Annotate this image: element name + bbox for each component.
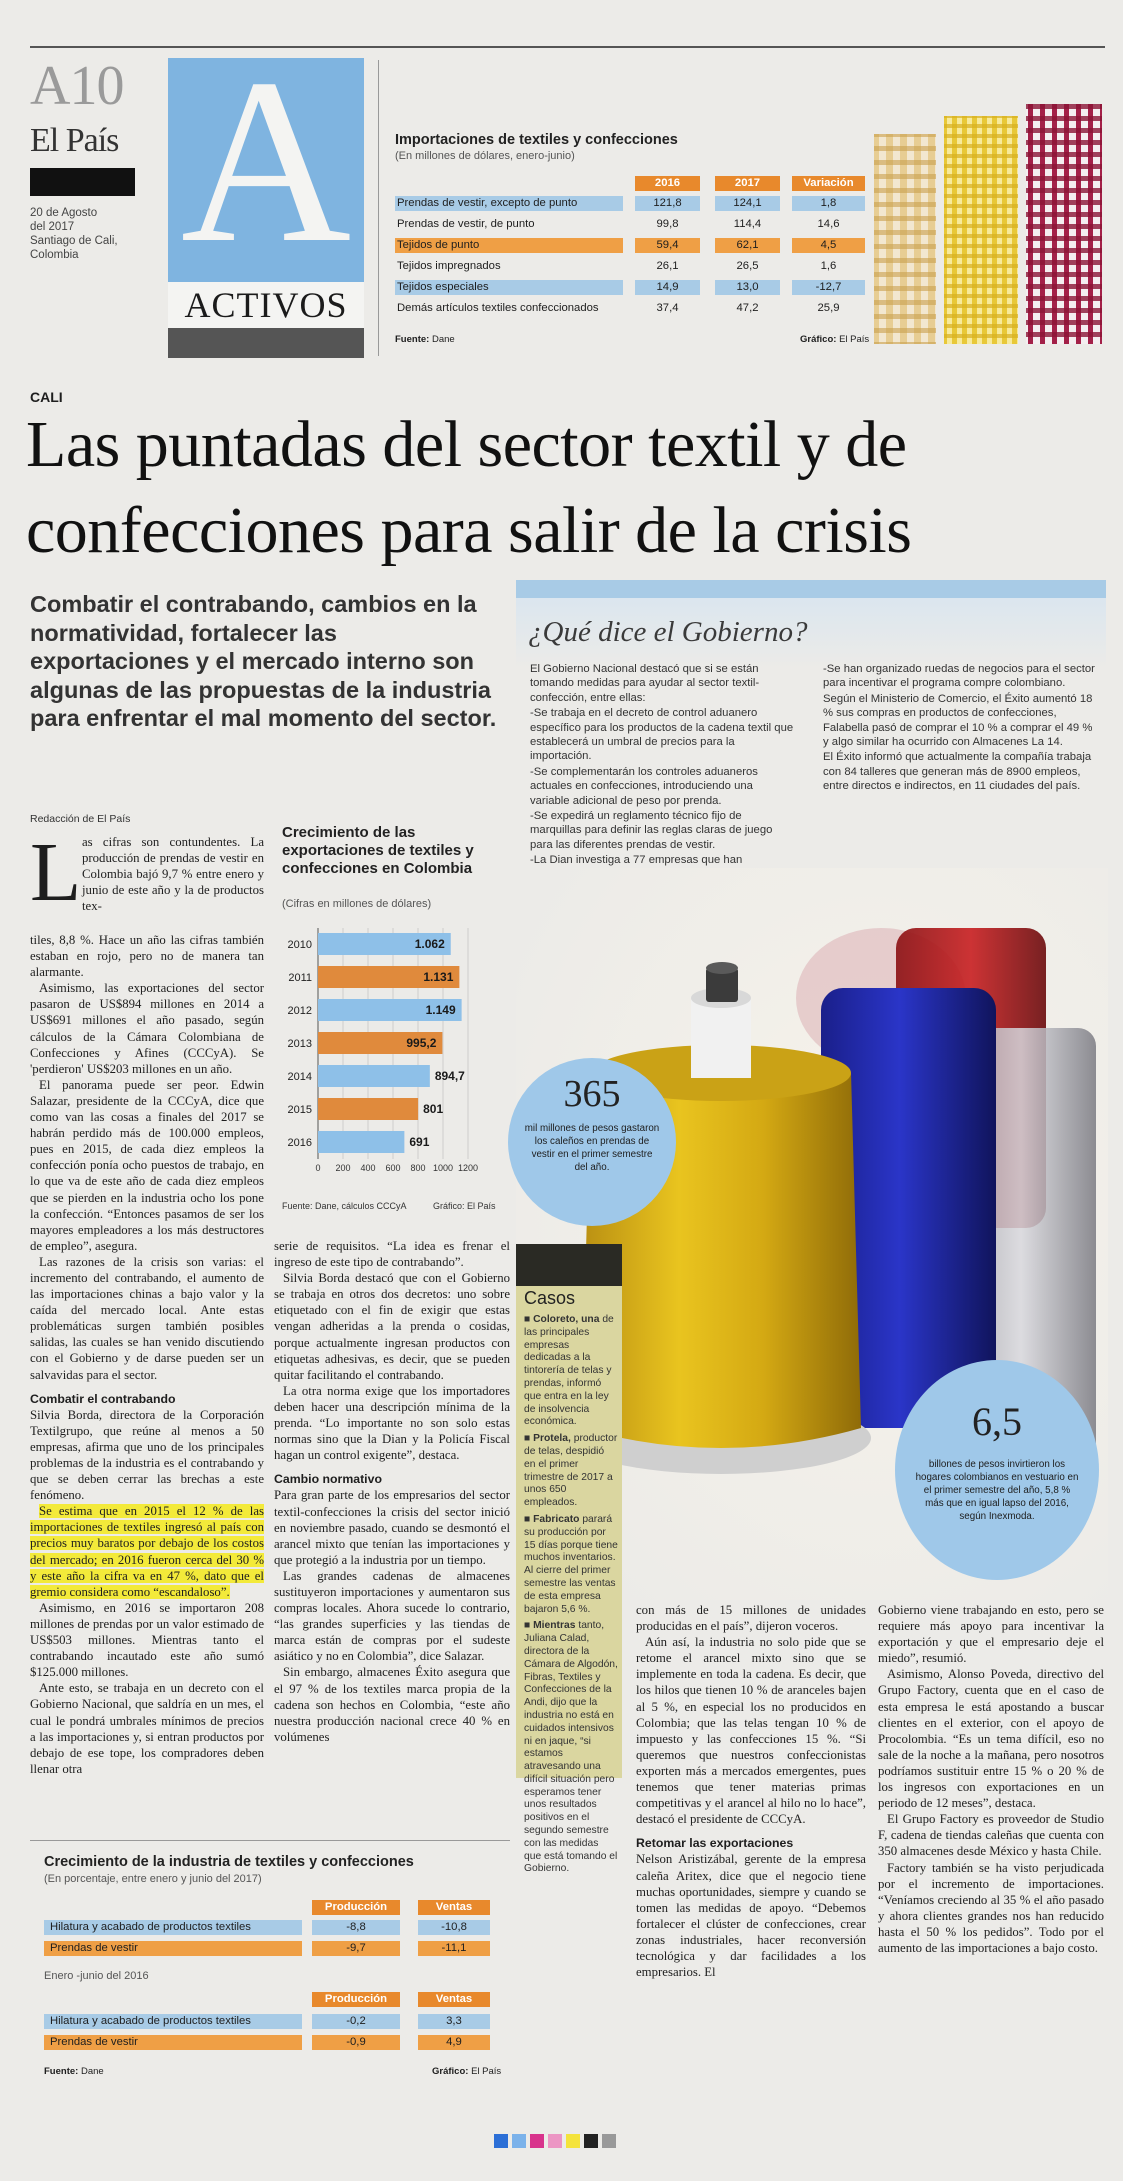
y-category-label: 2016: [287, 1137, 312, 1149]
article-column-1: [30, 826, 264, 1840]
x-tick-label: 0: [315, 1163, 321, 1173]
imports-cell: 4,5: [792, 238, 865, 253]
stat-text: mil millones de pesos gastaron los caleños en prendas de vestir en el primer semestre del año.: [524, 1123, 660, 1173]
industry-graphic-credit: [432, 2066, 501, 2077]
casos-item-name: ■ Protela,: [524, 1433, 571, 1445]
imports-header-2016: 2016: [635, 176, 700, 191]
imports-header-variacion: Variación: [792, 176, 865, 191]
date-line: del 2017: [30, 221, 75, 233]
industry-source: [44, 2066, 104, 2077]
source-label: Fuente:: [44, 2066, 79, 2077]
imports-cell: 37,4: [656, 302, 679, 314]
graphic-label: Gráfico:: [800, 334, 837, 345]
spool-core: [691, 998, 751, 1078]
industry-cell: -0,2: [312, 2014, 400, 2029]
industry-cell: -0,9: [312, 2035, 400, 2050]
registration-swatch: [512, 2134, 526, 2148]
casos-item-name: ■ Fabricato: [524, 1513, 580, 1525]
imports-row-label: Tejidos de punto: [397, 239, 480, 251]
article-paragraph: Aún así, la industria no solo pide que se retome el arancel mixto sino que se implemente en toda la cadena. Es decir, que los hilos que tienen 10 % de aranceles bajen al 5 %, en especial los no producidos en Colombia; que las telas tengan 10 % de impuesto y las confecciones 15 %. “Si queremos que nuestros confeccionistas exporten más a mercados emergentes, pues tenemos que tener materias primas competitivas y el arancel al hilo no lo hace”, destacó el presidente de CCCyA.: [636, 1635, 866, 1827]
industry-row-label: Prendas de vestir: [50, 1942, 138, 1954]
industry-header-ventas: Ventas: [418, 1900, 490, 1915]
bar: [318, 1065, 430, 1087]
article-lead: as cifras son contundentes. La producción de prendas de vestir en Colombia bajó 9,7 % entre enero y junio de este año y la de productos tex-: [82, 835, 264, 914]
article-paragraph: Nelson Aristizábal, gerente de la empresa caleña Aritex, dice que el negocio tiene muchas oportunidades, siempre y cuando se tomen las medidas de apoyo. “Debemos fortalecer el clúster de confecciones, crear zonas industriales, hacer reconversión tecnológica y dar facilidades a los empresarios. El: [636, 1852, 866, 1980]
article-paragraph: Asimismo, Alonso Poveda, directivo del Grupo Factory, cuenta que en el caso de esta empresa le está apostando a buscar clientes en el exterior, con el apoyo de Procolombia. “Es un tema difícil, eso no sale de la noche a la mañana, pero nosotros podríamos sustituir entre 15 % o 20 % de los ingresos con exportaciones en un periodo de 12 meses”, destaca.: [878, 1667, 1104, 1811]
section-name: ACTIVOS: [184, 285, 348, 325]
bar-value-label: 1.131: [423, 970, 454, 984]
industry-cell: 3,3: [418, 2014, 490, 2029]
casos-item-name: ■ Coloreto, una: [524, 1314, 600, 1325]
imports-cell: 14,6: [817, 218, 840, 230]
imports-row-label: Tejidos especiales: [397, 281, 489, 293]
bar: [318, 1131, 404, 1153]
subheading: Cambio normativo: [274, 1472, 382, 1487]
industry-cell: -10,8: [418, 1920, 490, 1935]
casos-item: [524, 1620, 618, 1876]
byline: Redacción de El País: [30, 813, 131, 825]
imports-graphic-credit: [800, 334, 869, 345]
article-paragraph: El Grupo Factory es proveedor de Studio F, cadena de tiendas caleñas que cuenta con 350 almacenes desde México y hasta Chile.: [878, 1812, 1104, 1859]
government-paragraph: El Gobierno Nacional destacó que si se están tomando medidas para ayudar al sector textil-confección, entre ellas:: [530, 663, 760, 704]
imports-cell: 25,9: [817, 302, 840, 314]
imports-cell: 14,9: [635, 280, 700, 295]
industry-header-produccion: Producción: [312, 1900, 400, 1915]
fabric-roll: [944, 116, 1018, 344]
article-paragraph: El panorama puede ser peor. Edwin Salazar, presidente de la CCCyA, dice que como van las cosas a finales del 2017 se habrán perdido más de 100.000 empleos, pues en 2015, de cada diez empleos la confección ponía ocho puestos de trabajo, en lo que va de este año de cada diez empleos que se pierden en la industria ocho los pone la confección. “Entonces pasamos de ser los mayores empleadores a los más destructores de empleo”, asegura.: [30, 1077, 264, 1253]
article-paragraph: Sin embargo, almacenes Éxito asegura que el 97 % de los textiles marca propia de la cadena son hechos en Colombia, “este año nuestra producción nacional crece 40 % en volúmenes: [274, 1665, 510, 1744]
x-tick-label: 400: [360, 1163, 376, 1173]
government-paragraph: -Se complementarán los controles aduaneros actuales en confecciones, introduciendo una variable adicional de peso por prenda.: [530, 765, 758, 807]
x-tick-label: 1200: [457, 1163, 479, 1173]
article-paragraph: Silvia Borda, directora de la Corporación Textilgrupo, que reúne al menos a 50 empresas, afirma que uno de los principales problemas de la industria es el contrabando y que se deben cerrar las brechas a este fenómeno.: [30, 1407, 264, 1503]
article-paragraph: La otra norma exige que los importadores deben hacer una descripción mínima de la prenda. “Lo importante no son solo estas normas sino que la Dian y la Policía Fiscal hagan un control exigente”, destaca.: [274, 1383, 510, 1463]
imports-cell: -12,7: [792, 280, 865, 295]
stat-text: billones de pesos invirtieron los hogares colombianos en vestuario en el primer semestre del año, 5,8 % más que en igual lapso del 2016, según Inexmoda.: [915, 1459, 1079, 1522]
fabric-roll: [1026, 104, 1102, 344]
y-category-label: 2015: [287, 1104, 312, 1116]
date-line: Santiago de Cali,: [30, 235, 118, 247]
government-right-column: [823, 662, 1098, 862]
government-paragraph: -Se expedirá un reglamento técnico fijo de marquillas para definir las reglas claras de juego para las diferentes prendas de vestir.: [530, 810, 773, 851]
bar-value-label: 801: [423, 1102, 444, 1116]
article-lead-cont: tiles, 8,8 %. Hace un año las cifras también estaban en rojo, pero no de manera tan alarmante.: [30, 933, 264, 980]
imports-cell: 62,1: [715, 238, 780, 253]
industry-table-title: Crecimiento de la industria de textiles y confecciones: [44, 1854, 414, 1870]
imports-row-label: Tejidos impregnados: [397, 260, 501, 272]
article-column-4: [878, 1602, 1104, 2092]
publication-date: [30, 206, 118, 262]
headline-line-2: confecciones para salir de la crisis: [26, 494, 912, 567]
article-paragraph: Ante esto, se trabaja en un decreto con el Gobierno Nacional, que saldría en un mes, el cual le pondrá umbrales mínimos de precios a las importaciones y, si entran productos por debajo de ese tope, los compradores deben llenar otra: [30, 1681, 264, 1776]
casos-item-text: productor de telas, despidió en el primer trimestre de 2017 a unos 650 empleados.: [524, 1433, 618, 1509]
export-chart-svg: [280, 924, 506, 1194]
industry-period-2: Enero -junio del 2016: [44, 1970, 149, 1982]
article-paragraph: Asimismo, las exportaciones del sector pasaron de US$894 millones en 2014 a US$691 millones el año pasado, según cálculos de la Cámara Colombiana de Confecciones y Afines (CCCyA). Se 'perdieron' US$203 millones en un año.: [30, 981, 264, 1076]
industry-table: [30, 1840, 510, 2085]
article-paragraph: Silvia Borda destacó que con el Gobierno se trabaja en otros dos decretos: uno sobre etiquetado con el fin de exigir que estas vengan adheridas a la prenda o cosidas, porque actualmente ingresan productos con etiquetas adhesivas, es decir, que se pueden quitar facilitando el contrabando.: [274, 1271, 510, 1382]
government-paragraph: -Se han organizado ruedas de negocios para el sector para incentivar el programa compre colombiano.: [823, 663, 1095, 690]
imports-cell: 1,6: [820, 260, 837, 272]
industry-header-produccion: Producción: [312, 1992, 400, 2007]
article-paragraph: Las grandes cadenas de almacenes sustituyeron importaciones y aumentaron sus compras locales. Ahora sucede lo contrario, “las grandes superficies y las tiendas de marca están de compras por el sudeste asiático y no en Colombia”, dice Salazar.: [274, 1568, 510, 1664]
industry-cell: -9,7: [312, 1941, 400, 1956]
registration-swatch: [602, 2134, 616, 2148]
y-category-label: 2011: [288, 972, 312, 984]
registration-marks: [494, 2134, 644, 2148]
industry-top-rule: [30, 1840, 510, 1841]
stat-bubble-365: [508, 1058, 676, 1226]
article-paragraph: Factory también se ha visto perjudicada por el incremento de importaciones. “Veníamos creciendo al 35 % el año pasado y ahora clientes grandes nos han reducido hasta el 50 % los pedidos”. Todo por el aumento de las importaciones a bajo costo.: [878, 1860, 1104, 1955]
subheading: Retomar las exportaciones: [636, 1836, 794, 1851]
registration-swatch: [548, 2134, 562, 2148]
article-paragraph: serie de requisitos. “La idea es frenar el ingreso de este tipo de contrabando”.: [274, 1239, 510, 1270]
imports-table-subtitle: (En millones de dólares, enero-junio): [395, 150, 575, 162]
x-tick-label: 1000: [432, 1163, 454, 1173]
article-paragraph: Para gran parte de los empresarios del sector textil-confecciones la crisis del sector inició en noviembre pasado, cuando se desmontó el arancel mixto que tenían las importaciones y que protegió a la industria por un tiempo.: [274, 1488, 510, 1567]
y-category-label: 2010: [287, 939, 312, 951]
casos-list: [524, 1314, 618, 1875]
imports-cell: 26,5: [736, 260, 759, 272]
section-logo: [168, 31, 364, 358]
fabric-roll: [874, 134, 936, 344]
x-tick-label: 800: [410, 1163, 426, 1173]
government-box-band: [516, 580, 1106, 598]
industry-header-ventas: Ventas: [418, 1992, 490, 2007]
graphic-label: Gráfico:: [432, 2066, 469, 2077]
casos-item: [524, 1514, 618, 1616]
casos-item: [524, 1433, 618, 1510]
export-chart-subtitle: (Cifras en millones de dólares): [282, 898, 432, 910]
subheading: Combatir el contrabando: [30, 1391, 176, 1406]
page-header: [0, 0, 1123, 360]
paper-black-bar: [30, 168, 135, 196]
page-number: A10: [30, 55, 124, 117]
export-chart-title: Crecimiento de las exportaciones de textiles y confecciones en Colombia: [282, 824, 474, 877]
registration-swatch: [494, 2134, 508, 2148]
kicker: CALI: [30, 389, 63, 405]
section-letter: A: [180, 31, 352, 292]
bar-value-label: 1.062: [414, 937, 445, 951]
imports-cell: 13,0: [715, 280, 780, 295]
dropcap: L: [30, 826, 82, 919]
export-chart-source: Fuente: Dane, cálculos CCCyA: [282, 1201, 407, 1211]
stat-number: 365: [563, 1073, 621, 1115]
government-paragraph: El Éxito informó que actualmente la compañía trabaja con 84 talleres que generan más de 8900 empleos, entre directos e indirectos, en 11 ciudades del país.: [823, 751, 1092, 793]
bar-value-label: 1.149: [425, 1003, 456, 1017]
article-paragraph: Gobierno viene trabajando en esto, pero se requiere más apoyo para incentivar la exportación y que el empresario deje el miedo”, resumió.: [878, 1603, 1104, 1666]
government-paragraph: -Se trabaja en el decreto de control aduanero específico para los productos de la cadena textil que establecerá un umbral de precios para la importación.: [530, 707, 794, 763]
imports-row-label: Demás artículos textiles confeccionados: [397, 302, 599, 314]
export-chart: [280, 820, 506, 1216]
imports-cell: 121,8: [635, 196, 700, 211]
imports-cell: 1,8: [792, 196, 865, 211]
headline-line-1: Las puntadas del sector textil y de: [26, 408, 907, 481]
y-category-label: 2014: [287, 1071, 312, 1083]
spool-cap-top: [706, 962, 738, 974]
registration-swatch: [584, 2134, 598, 2148]
export-chart-credit: Gráfico: El País: [433, 1201, 496, 1211]
bar-value-label: 894,7: [434, 1069, 465, 1083]
bar-value-label: 995,2: [406, 1036, 437, 1050]
government-paragraph: Según el Ministerio de Comercio, el Éxito aumentó 18 % sus compras en productos de confecciones, Falabella pasó de comprar el 10 % a comprar el 49 % y algo similar ha ocurrido con Almacenes La 14.: [823, 692, 1093, 749]
source-value: Dane: [80, 2066, 104, 2077]
casos-top-bar: [516, 1244, 622, 1286]
article-paragraph: Las razones de la crisis son varias: el incremento del contrabando, el aumento de las importaciones chinas a bajo valor y la caída del mercado local. Ante estas problemáticas surgen también posibles salidas, las cuales se han venido discutiendo con el Gobierno y de darse pueden ser un salvavidas para el sector.: [30, 1254, 264, 1382]
date-line: Colombia: [30, 249, 79, 261]
bar-value-label: 691: [409, 1135, 430, 1149]
y-category-label: 2012: [287, 1005, 312, 1017]
imports-table: [395, 132, 870, 350]
header-divider: [378, 60, 379, 356]
industry-row-label: Hilatura y acabado de productos textiles: [50, 1921, 251, 1933]
imports-row-label: Prendas de vestir, excepto de punto: [397, 197, 578, 209]
paper-name: El País: [30, 122, 119, 159]
x-tick-label: 600: [385, 1163, 401, 1173]
article-paragraph: Asimismo, en 2016 se importaron 208 millones de prendas por un valor estimado de US$503 millones. Mientras tanto el contrabando incautado este año sumó $125.000 millones.: [30, 1600, 264, 1680]
article-paragraph: con más de 15 millones de unidades producidas en el país”, dijeron voceros.: [636, 1603, 866, 1634]
casos-sidebar: [516, 1244, 622, 1875]
imports-cell: 124,1: [715, 196, 780, 211]
casos-item-name: ■ Mientras: [524, 1620, 576, 1632]
registration-swatch: [566, 2134, 580, 2148]
imports-header-2017: 2017: [715, 176, 780, 191]
casos-item-text: parará su producción por 15 días porque tiene muchos inventarios. Al cierre del primer semestre las ventas de esta empresa bajaron 5,6 %.: [524, 1513, 618, 1615]
deck: Combatir el contrabando, cambios en la normatividad, fortalecer las exportaciones y el mercado interno son algunas de las propuestas de la industria para enfrentar el mal momento del sector.: [30, 591, 497, 731]
casos-item-text: de las principales empresas dedicadas a la tintorería de telas y prendas, informó que entra en la ley de insolvencia económica.: [524, 1314, 614, 1428]
source-label: Fuente:: [395, 334, 430, 345]
highlighted-text: Se estima que en 2015 el 12 % de las importaciones de textiles ingresó al país con precios muy baratos por debajo de los costos del mercado; en 2016 fueron cerca del 30 % y este año la cifra va en 47 %, dato que el gremio considera como “escandaloso”.: [30, 1504, 264, 1599]
stat-number: 6,5: [972, 1399, 1022, 1444]
y-category-label: 2013: [287, 1038, 312, 1050]
industry-cell: -11,1: [418, 1941, 490, 1956]
article-column-3: [636, 1602, 866, 2092]
government-paragraph: -La Dian investiga a 77 empresas que han: [530, 854, 743, 867]
industry-row-label: Prendas de vestir: [50, 2036, 138, 2048]
casos-title: Casos: [524, 1288, 576, 1308]
imports-table-title: Importaciones de textiles y confecciones: [395, 132, 678, 148]
imports-cell: 47,2: [736, 302, 759, 314]
imports-source: [395, 334, 455, 345]
graphic-value: El País: [839, 334, 870, 345]
casos-item-text: tanto, Juliana Calad, directora de la Cámara de Algodón, Fibras, Textiles y Confecciones de la Andi, dijo que la industria no está en cuidados intensivos ni en jaque, “si estamos atravesando una difícil situación pero esperamos tener unos resultados positivos en el segundo semestre con las medidas que está tomando el Gobierno.: [524, 1620, 618, 1875]
source-value: Dane: [431, 334, 455, 345]
industry-cell: 4,9: [418, 2035, 490, 2050]
registration-swatch: [530, 2134, 544, 2148]
imports-row-label: Prendas de vestir, de punto: [397, 218, 535, 230]
government-title: ¿Qué dice el Gobierno?: [528, 616, 808, 648]
article-column-2: [274, 1238, 510, 1824]
imports-cell: 59,4: [635, 238, 700, 253]
stat-bubble-6-5: [895, 1360, 1099, 1580]
fabric-rolls-photo: [872, 104, 1104, 349]
industry-table-subtitle: (En porcentaje, entre enero y junio del 2017): [44, 1873, 262, 1885]
imports-cell: 114,4: [733, 218, 762, 230]
section-logo-gray: [168, 328, 364, 358]
x-tick-label: 200: [335, 1163, 351, 1173]
date-line: 20 de Agosto: [30, 207, 98, 219]
industry-cell: -8,8: [312, 1920, 400, 1935]
imports-cell: 26,1: [656, 260, 679, 272]
graphic-value: El País: [471, 2066, 502, 2077]
imports-cell: 99,8: [656, 218, 679, 230]
industry-row-label: Hilatura y acabado de productos textiles: [50, 2015, 251, 2027]
casos-item: [524, 1314, 618, 1429]
bar: [318, 1098, 418, 1120]
